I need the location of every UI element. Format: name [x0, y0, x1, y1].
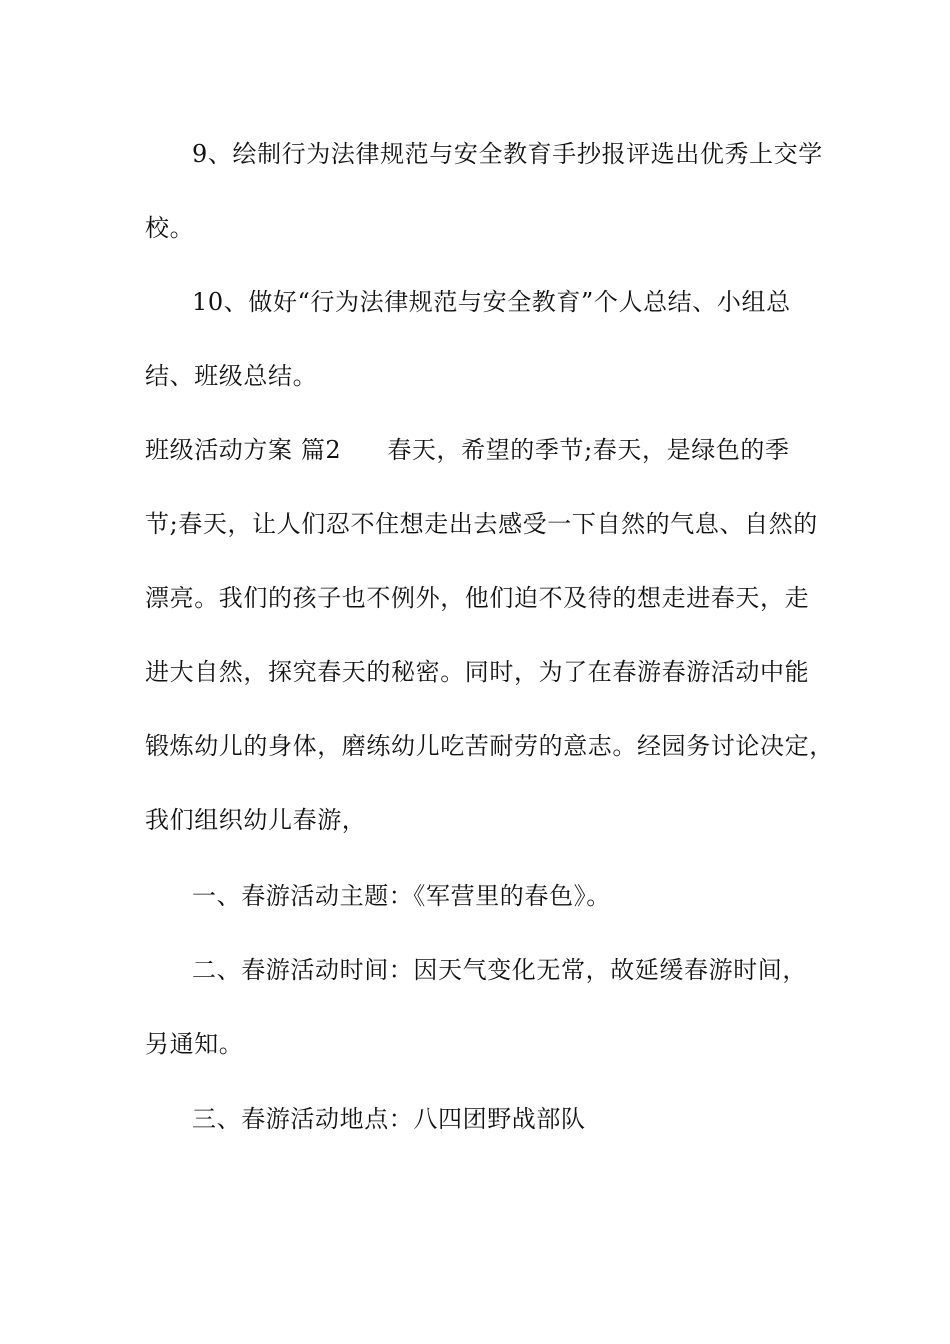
intro-paragraph-start: 春天，希望的季节;春天，是绿色的季: [387, 436, 790, 464]
paragraph-item-9: 9、绘制行为法律规范与安全教育手抄报评选出优秀上交学: [192, 140, 823, 168]
paragraph-item-9-cont: 校。: [145, 214, 195, 242]
section-heading: 班级活动方案 篇2: [145, 436, 342, 464]
intro-paragraph-line-4: 进大自然，探究春天的秘密。同时，为了在春游春游活动中能: [145, 658, 810, 686]
section-heading-line: [145, 435, 790, 465]
paragraph-item-10-cont: 结、班级总结。: [145, 362, 318, 390]
activity-time-cont: 另通知。: [145, 1030, 244, 1058]
intro-paragraph-line-2: 节;春天，让人们忍不住想走出去感受一下自然的气息、自然的: [145, 510, 818, 538]
paragraph-item-10: 10、做好“行为法律规范与安全教育”个人总结、小组总: [192, 288, 791, 316]
intro-paragraph-line-6: 我们组织幼儿春游，: [145, 806, 367, 834]
intro-paragraph-line-5: 锻炼幼儿的身体，磨练幼儿吃苦耐劳的意志。经园务讨论决定，: [145, 732, 834, 760]
activity-theme: 一、春游活动主题：《军营里的春色》。: [192, 882, 611, 910]
intro-paragraph-line-3: 漂亮。我们的孩子也不例外，他们迫不及待的想走进春天，走: [145, 584, 810, 612]
activity-location: 三、春游活动地点：八四团野战部队: [192, 1105, 586, 1133]
activity-time: 二、春游活动时间：因天气变化无常，故延缓春游时间，: [192, 956, 807, 984]
